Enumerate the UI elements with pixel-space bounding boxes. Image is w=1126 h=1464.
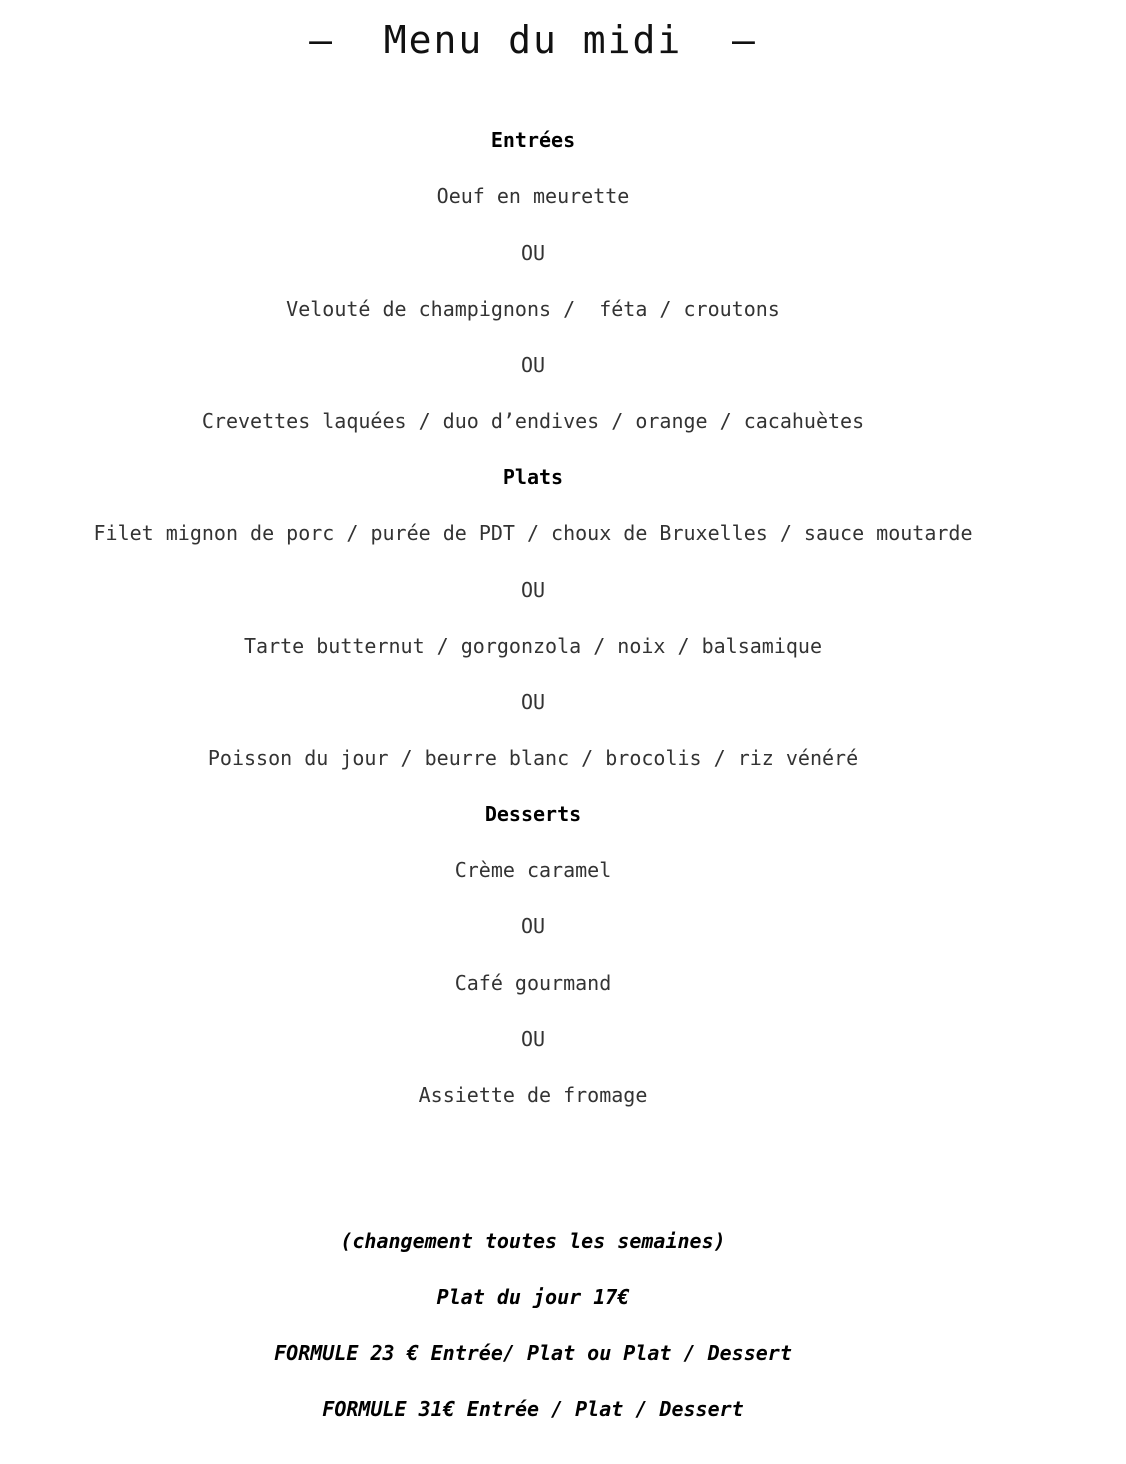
menu-item: Crème caramel bbox=[454, 858, 612, 882]
menu-item: Café gourmand bbox=[454, 971, 612, 995]
or-separator: OU bbox=[520, 241, 546, 265]
menu-item: Oeuf en meurette bbox=[436, 184, 630, 208]
or-separator: OU bbox=[520, 914, 546, 938]
or-separator: OU bbox=[520, 578, 546, 602]
menu-item: Filet mignon de porc / purée de PDT / choux de Bruxelles / sauce moutarde bbox=[93, 521, 973, 545]
menu-item: Assiette de fromage bbox=[418, 1083, 648, 1107]
formule-31-price: FORMULE 31€ Entrée / Plat / Dessert bbox=[322, 1397, 744, 1421]
menu-title: — Menu du midi — bbox=[309, 18, 757, 62]
menu-item: Velouté de champignons / féta / croutons bbox=[286, 297, 780, 321]
weekly-change-note: (changement toutes les semaines) bbox=[340, 1229, 726, 1253]
menu-item: Poisson du jour / beurre blanc / brocolis / riz vénéré bbox=[207, 746, 859, 770]
section-heading-desserts: Desserts bbox=[484, 802, 582, 826]
menu-item: Tarte butternut / gorgonzola / noix / balsamique bbox=[244, 634, 822, 658]
menu-item: Crevettes laquées / duo d’endives / orange / cacahuètes bbox=[201, 409, 865, 433]
or-separator: OU bbox=[520, 353, 546, 377]
section-heading-entrees: Entrées bbox=[490, 128, 576, 152]
formule-23-price: FORMULE 23 € Entrée/ Plat ou Plat / Dessert bbox=[274, 1341, 792, 1365]
or-separator: OU bbox=[520, 690, 546, 714]
section-heading-plats: Plats bbox=[502, 465, 564, 489]
or-separator: OU bbox=[520, 1027, 546, 1051]
plat-du-jour-price: Plat du jour 17€ bbox=[436, 1285, 630, 1309]
